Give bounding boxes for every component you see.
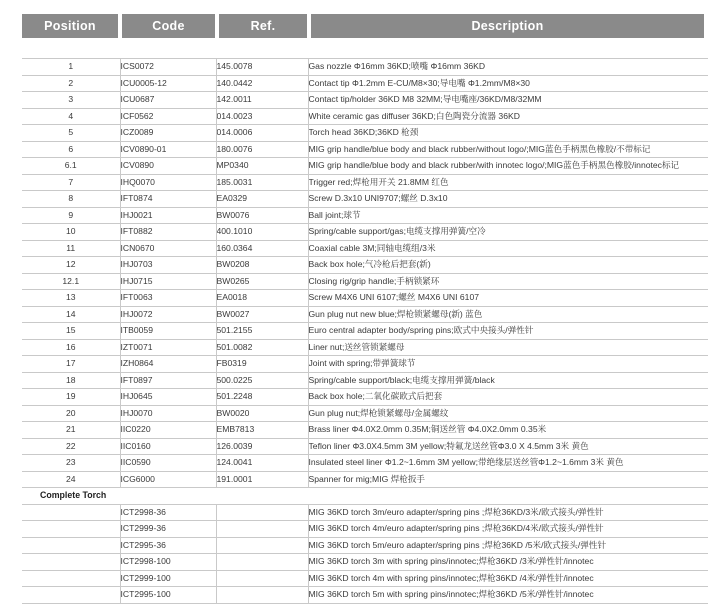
cell-description: Back box hole;气冷枪后把套(新) xyxy=(308,257,708,274)
cell-position: 14 xyxy=(22,306,120,323)
cell-code: ICV0890-01 xyxy=(120,141,216,158)
cell-description: MIG grip handle/blue body and black rubber/without logo/;MIG蓝色手柄黑色橡胶/不带标记 xyxy=(308,141,708,158)
cell-position: 5 xyxy=(22,125,120,142)
table-row xyxy=(22,224,708,241)
cell-description: MIG 36KD torch 5m/euro adapter/spring pins ;焊枪36KD /5米/欧式接头/弹性针 xyxy=(308,537,708,554)
table-row xyxy=(22,389,708,406)
cell-position: 8 xyxy=(22,191,120,208)
parts-sheet xyxy=(22,14,710,604)
cell-ref: 400.1010 xyxy=(216,224,308,241)
table-row xyxy=(22,372,708,389)
cell-code: ICT2999-36 xyxy=(120,521,216,538)
cell-position: 7 xyxy=(22,174,120,191)
cell-ref: 501.2155 xyxy=(216,323,308,340)
cell-code: ICG6000 xyxy=(120,471,216,488)
cell-description: MIG 36KD torch 5m with spring pins/innotec;焊枪36KD /5米/弹性针/innotec xyxy=(308,587,708,604)
cell-ref: 014.0006 xyxy=(216,125,308,142)
cell-code: IHJ0715 xyxy=(120,273,216,290)
cell-description: Back box hole;二氧化碳欧式后把套 xyxy=(308,389,708,406)
cell-ref xyxy=(216,521,308,538)
cell-description: MIG 36KD torch 4m with spring pins/innotec;焊枪36KD /4米/弹性针/innotec xyxy=(308,570,708,587)
cell-code: IHJ0021 xyxy=(120,207,216,224)
cell-description: Trigger red;焊枪用开关 21.8MM 红色 xyxy=(308,174,708,191)
cell-description: Torch head 36KD;36KD 枪颈 xyxy=(308,125,708,142)
cell-ref: 126.0039 xyxy=(216,438,308,455)
cell-ref: 191.0001 xyxy=(216,471,308,488)
cell-position: 6.1 xyxy=(22,158,120,175)
header-ref: Ref. xyxy=(219,14,307,38)
cell-position xyxy=(22,587,120,604)
cell-code: ICZ0089 xyxy=(120,125,216,142)
cell-position: 12 xyxy=(22,257,120,274)
table-row xyxy=(22,554,708,571)
table-row xyxy=(22,356,708,373)
cell-description: MIG grip handle/blue body and black rubber/with innotec logo/;MIG蓝色手柄黑色橡胶/innotec标记 xyxy=(308,158,708,175)
cell-ref: 142.0011 xyxy=(216,92,308,109)
cell-ref: 500.0225 xyxy=(216,372,308,389)
cell-code: IZH0864 xyxy=(120,356,216,373)
cell-code: ICT2999-100 xyxy=(120,570,216,587)
cell-description: MIG 36KD torch 3m/euro adapter/spring pins ;焊枪36KD/3米/欧式接头/弹性针 xyxy=(308,504,708,521)
table-row xyxy=(22,471,708,488)
cell-ref: 140.0442 xyxy=(216,75,308,92)
parts-table xyxy=(22,58,708,604)
cell-ref: EA0329 xyxy=(216,191,308,208)
cell-code: ICF0562 xyxy=(120,108,216,125)
cell-code: ICU0005-12 xyxy=(120,75,216,92)
table-row xyxy=(22,257,708,274)
cell-code: IHJ0070 xyxy=(120,405,216,422)
table-row xyxy=(22,339,708,356)
cell-position: 15 xyxy=(22,323,120,340)
section-row-complete-torch xyxy=(22,488,708,505)
cell-position: 23 xyxy=(22,455,120,472)
cell-position: 6 xyxy=(22,141,120,158)
table-row xyxy=(22,240,708,257)
cell-position xyxy=(22,537,120,554)
cell-ref: BW0027 xyxy=(216,306,308,323)
cell-ref: 501.2248 xyxy=(216,389,308,406)
cell-description: MIG 36KD torch 3m with spring pins/innotec;焊枪36KD /3米/弹性针/innotec xyxy=(308,554,708,571)
cell-position: 24 xyxy=(22,471,120,488)
cell-description: White ceramic gas diffuser 36KD;白色陶瓷分流器 36KD xyxy=(308,108,708,125)
cell-description: Spring/cable support/gas;电缆支撑用弹簧/空冷 xyxy=(308,224,708,241)
table-row xyxy=(22,405,708,422)
cell-code: ICT2995-36 xyxy=(120,537,216,554)
table-row xyxy=(22,521,708,538)
cell-position: 22 xyxy=(22,438,120,455)
table-row xyxy=(22,75,708,92)
cell-code: IHJ0645 xyxy=(120,389,216,406)
table-row xyxy=(22,207,708,224)
table-row xyxy=(22,306,708,323)
cell-code: IIC0160 xyxy=(120,438,216,455)
cell-description: Gun plug nut;焊枪锁紧螺母/金属螺纹 xyxy=(308,405,708,422)
cell-ref: 501.0082 xyxy=(216,339,308,356)
table-row xyxy=(22,504,708,521)
cell-description: Euro central adapter body/spring pins;欧式中央接头/弹性针 xyxy=(308,323,708,340)
table-row xyxy=(22,174,708,191)
cell-position: 19 xyxy=(22,389,120,406)
cell-position: 17 xyxy=(22,356,120,373)
cell-position: 9 xyxy=(22,207,120,224)
cell-ref: 160.0364 xyxy=(216,240,308,257)
cell-code: ICN0670 xyxy=(120,240,216,257)
table-row xyxy=(22,438,708,455)
cell-ref xyxy=(216,554,308,571)
cell-description: Insulated steel liner Φ1.2~1.6mm 3M yellow;带绝缘层送丝管Φ1.2~1.6mm 3米 黄色 xyxy=(308,455,708,472)
cell-position: 20 xyxy=(22,405,120,422)
cell-code: IZT0071 xyxy=(120,339,216,356)
cell-code: IHJ0703 xyxy=(120,257,216,274)
cell-code: IIC0590 xyxy=(120,455,216,472)
cell-code: IFT0063 xyxy=(120,290,216,307)
cell-description: Brass liner Φ4.0X2.0mm 0.35M;铜送丝管 Φ4.0X2.0mm 0.35米 xyxy=(308,422,708,439)
table-row xyxy=(22,587,708,604)
cell-description: Teflon liner Φ3.0X4.5mm 3M yellow;特氟龙送丝管Φ3.0 X 4.5mm 3米 黄色 xyxy=(308,438,708,455)
table-header xyxy=(22,14,710,38)
table-row xyxy=(22,125,708,142)
cell-code: ICT2998-36 xyxy=(120,504,216,521)
cell-code: IIC0220 xyxy=(120,422,216,439)
cell-ref: BW0076 xyxy=(216,207,308,224)
cell-ref xyxy=(216,537,308,554)
cell-description: Gas nozzle Φ16mm 36KD;喷嘴 Φ16mm 36KD xyxy=(308,59,708,76)
cell-code: ICV0890 xyxy=(120,158,216,175)
table-row xyxy=(22,537,708,554)
cell-description: MIG 36KD torch 4m/euro adapter/spring pins ;焊枪36KD/4米/欧式接头/弹性针 xyxy=(308,521,708,538)
table-row xyxy=(22,191,708,208)
cell-position xyxy=(22,521,120,538)
cell-description: Gun plug nut new blue;焊枪锁紧螺母(新) 蓝色 xyxy=(308,306,708,323)
cell-description: Spring/cable support/black;电缆支撑用弹簧/black xyxy=(308,372,708,389)
cell-description: Joint with spring;带弹簧球节 xyxy=(308,356,708,373)
cell-position: 16 xyxy=(22,339,120,356)
header-position: Position xyxy=(22,14,118,38)
cell-ref: BW0265 xyxy=(216,273,308,290)
cell-code: IFT0897 xyxy=(120,372,216,389)
table-row xyxy=(22,59,708,76)
cell-ref: BW0208 xyxy=(216,257,308,274)
cell-description: Coaxial cable 3M;同轴电缆组/3米 xyxy=(308,240,708,257)
cell-code: IFT0882 xyxy=(120,224,216,241)
table-row xyxy=(22,141,708,158)
cell-ref: BW0020 xyxy=(216,405,308,422)
cell-position: 13 xyxy=(22,290,120,307)
cell-code: ICT2998-100 xyxy=(120,554,216,571)
cell-ref: FB0319 xyxy=(216,356,308,373)
cell-description: Spanner for mig;MIG 焊枪扳手 xyxy=(308,471,708,488)
header-code: Code xyxy=(122,14,215,38)
cell-position: 12.1 xyxy=(22,273,120,290)
cell-position: 21 xyxy=(22,422,120,439)
cell-code: IFT0874 xyxy=(120,191,216,208)
cell-position: 10 xyxy=(22,224,120,241)
cell-position: 1 xyxy=(22,59,120,76)
table-row xyxy=(22,273,708,290)
cell-ref: 014.0023 xyxy=(216,108,308,125)
table-row xyxy=(22,108,708,125)
cell-code: ICT2995-100 xyxy=(120,587,216,604)
cell-ref: 180.0076 xyxy=(216,141,308,158)
cell-code: ITB0059 xyxy=(120,323,216,340)
cell-position: 3 xyxy=(22,92,120,109)
header-description: Description xyxy=(311,14,704,38)
cell-ref xyxy=(216,570,308,587)
table-row xyxy=(22,570,708,587)
cell-ref: 145.0078 xyxy=(216,59,308,76)
table-row xyxy=(22,92,708,109)
cell-ref: 185.0031 xyxy=(216,174,308,191)
cell-ref: 124.0041 xyxy=(216,455,308,472)
cell-position: 4 xyxy=(22,108,120,125)
cell-code: IHJ0072 xyxy=(120,306,216,323)
cell-description: Closing rig/grip handle;手柄锁紧环 xyxy=(308,273,708,290)
cell-ref: EA0018 xyxy=(216,290,308,307)
table-row xyxy=(22,455,708,472)
cell-position xyxy=(22,554,120,571)
cell-description: Liner nut;送丝管锁紧螺母 xyxy=(308,339,708,356)
cell-ref xyxy=(216,587,308,604)
table-row xyxy=(22,158,708,175)
cell-ref xyxy=(216,504,308,521)
cell-ref: MP0340 xyxy=(216,158,308,175)
cell-position xyxy=(22,570,120,587)
cell-position: 18 xyxy=(22,372,120,389)
cell-description: Contact tip Φ1.2mm E-CU/M8×30;导电嘴 Φ1.2mm/M8×30 xyxy=(308,75,708,92)
table-row xyxy=(22,422,708,439)
cell-code: ICS0072 xyxy=(120,59,216,76)
cell-description: Screw M4X6 UNI 6107;螺丝 M4X6 UNI 6107 xyxy=(308,290,708,307)
cell-code: ICU0687 xyxy=(120,92,216,109)
cell-position xyxy=(22,504,120,521)
cell-description: Screw D.3x10 UNI9707;螺丝 D.3x10 xyxy=(308,191,708,208)
section-title: Complete Torch xyxy=(22,488,708,505)
cell-position: 11 xyxy=(22,240,120,257)
cell-ref: EMB7813 xyxy=(216,422,308,439)
table-row xyxy=(22,290,708,307)
cell-code: IHQ0070 xyxy=(120,174,216,191)
cell-position: 2 xyxy=(22,75,120,92)
cell-description: Contact tip/holder 36KD M8 32MM;导电嘴座/36KD/M8/32MM xyxy=(308,92,708,109)
table-row xyxy=(22,323,708,340)
cell-description: Ball joint;球节 xyxy=(308,207,708,224)
